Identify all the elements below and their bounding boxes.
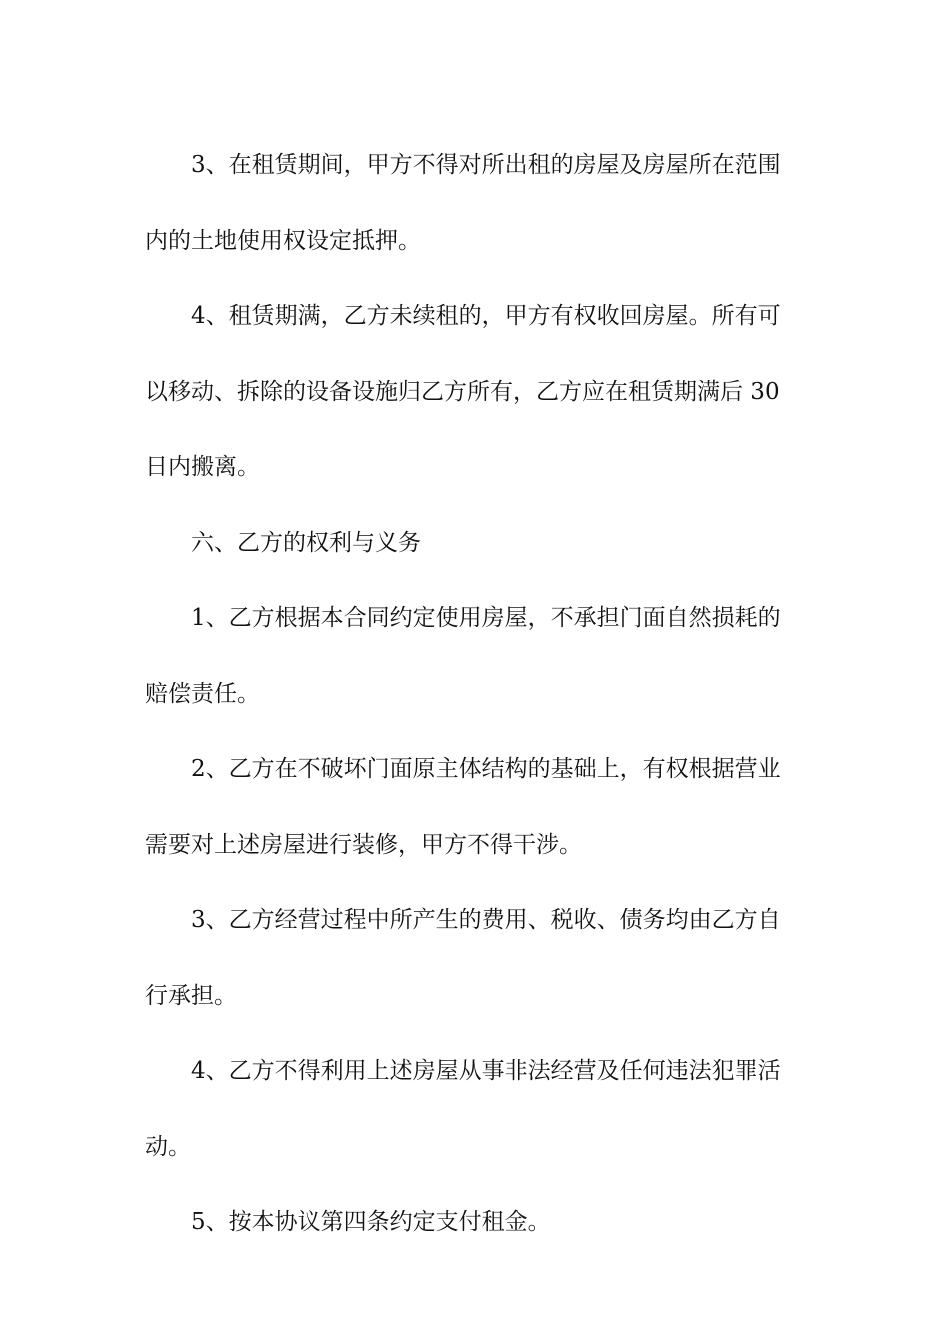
tenant-clause-2-line-1: 2、乙方在不破坏门面原主体结构的基础上，有权根据营业 bbox=[191, 756, 781, 782]
tenant-clause-3-line-1: 3、乙方经营过程中所产生的费用、税收、债务均由乙方自 bbox=[191, 907, 781, 933]
tenant-clause-4-line-2: 动。 bbox=[145, 1133, 191, 1160]
tenant-clause-5-line-1: 5、按本协议第四条约定支付租金。 bbox=[191, 1209, 551, 1235]
clause-4-line-3: 日内搬离。 bbox=[145, 454, 260, 480]
section-heading-six: 六、乙方的权利与义务 bbox=[191, 529, 421, 556]
clause-3-line-2: 内的土地使用权设定抵押。 bbox=[145, 227, 421, 254]
tenant-clause-4-line-1: 4、乙方不得利用上述房屋从事非法经营及任何违法犯罪活 bbox=[191, 1058, 781, 1084]
document-body bbox=[145, 128, 809, 1261]
clause-3-line-1: 3、在租赁期间，甲方不得对所出租的房屋及房屋所在范围 bbox=[191, 152, 781, 178]
clause-4-line-2: 以移动、拆除的设备设施归乙方所有，乙方应在租赁期满后 30 bbox=[145, 378, 780, 405]
tenant-clause-1-line-2: 赔偿责任。 bbox=[145, 680, 260, 707]
tenant-clause-1-line-1: 1、乙方根据本合同约定使用房屋，不承担门面自然损耗的 bbox=[191, 605, 781, 631]
clause-4-line-1: 4、租赁期满，乙方未续租的，甲方有权收回房屋。所有可 bbox=[191, 303, 781, 329]
tenant-clause-2-line-2: 需要对上述房屋进行装修，甲方不得干涉。 bbox=[145, 831, 582, 858]
tenant-clause-3-line-2: 行承担。 bbox=[145, 982, 237, 1009]
